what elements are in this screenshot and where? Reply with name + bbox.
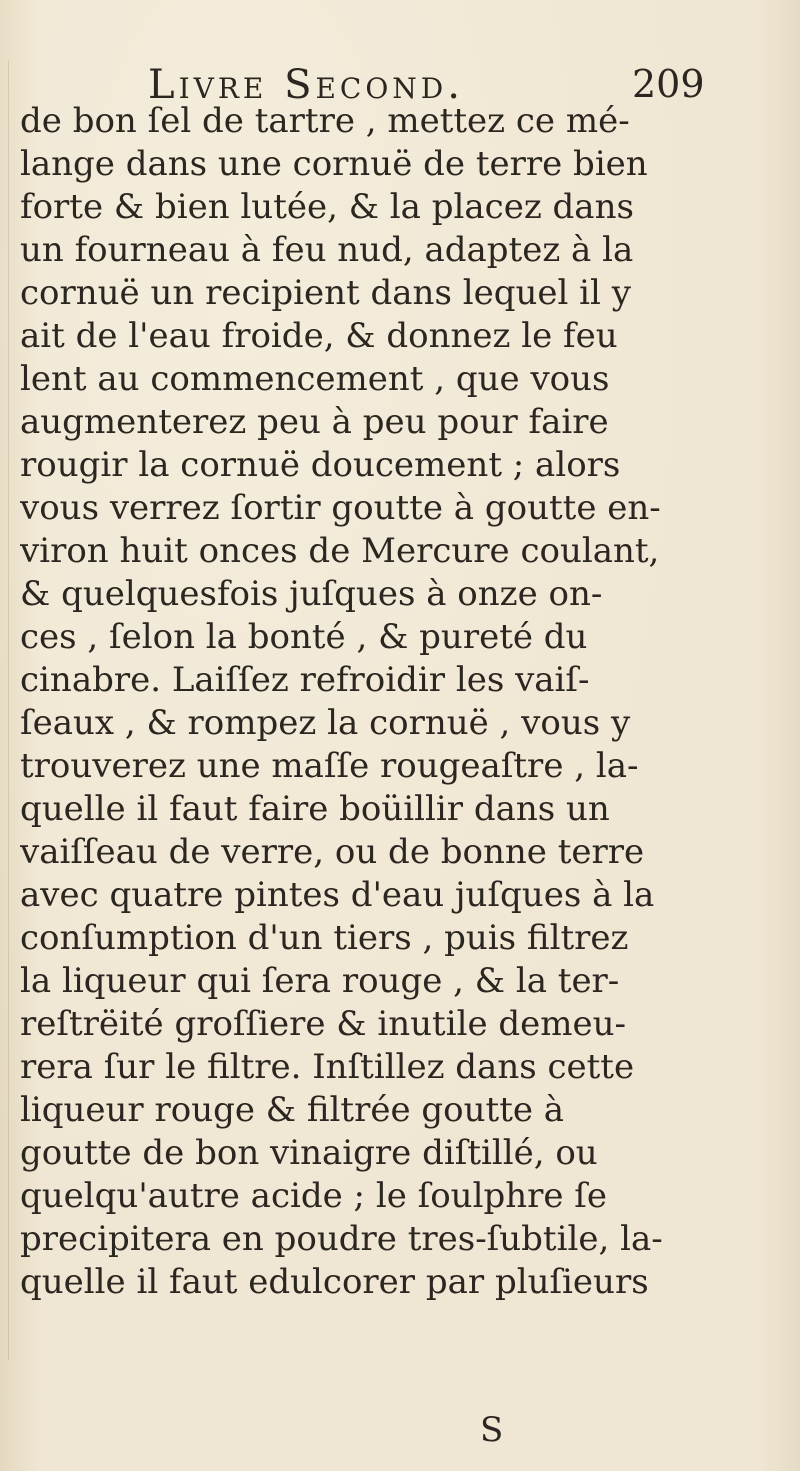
text-line: lange dans une cornuë de terre bien bbox=[20, 144, 648, 184]
text-line: goutte de bon vinaigre diſtillé, ou bbox=[20, 1133, 598, 1173]
text-line: un fourneau à feu nud, adaptez à la bbox=[20, 230, 634, 270]
text-line: cornuë un recipient dans lequel il y bbox=[20, 273, 631, 313]
text-line: ait de l'eau froide, & donnez le feu bbox=[20, 316, 618, 356]
text-line: avec quatre pintes d'eau juſques à la bbox=[20, 875, 655, 915]
text-line: quelle il faut faire boüillir dans un bbox=[20, 789, 610, 829]
text-line: forte & bien lutée, & la placez dans bbox=[20, 187, 634, 227]
text-line: de bon ſel de tartre , mettez ce mé- bbox=[20, 101, 630, 141]
text-line: augmenterez peu à peu pour faire bbox=[20, 402, 609, 442]
text-line: conſumption d'un tiers , puis filtrez bbox=[20, 918, 629, 958]
text-line: rougir la cornuë doucement ; alors bbox=[20, 445, 621, 485]
text-line: quelqu'autre acide ; le ſoulphre ſe bbox=[20, 1176, 607, 1216]
text-line: liqueur rouge & filtrée goutte à bbox=[20, 1090, 565, 1130]
text-line: viron huit onces de Mercure coulant, bbox=[20, 531, 660, 571]
text-line: quelle il faut edulcorer par pluſieurs bbox=[20, 1262, 649, 1302]
running-title: Livre Second. bbox=[148, 62, 464, 108]
text-line: lent au commencement , que vous bbox=[20, 359, 610, 399]
text-line: reſtrëité groſſiere & inutile demeu- bbox=[20, 1004, 627, 1044]
gutter-line bbox=[8, 60, 9, 1360]
text-line: precipitera en poudre tres-ſubtile, la- bbox=[20, 1219, 663, 1259]
text-line: vous verrez ſortir goutte à goutte en- bbox=[20, 488, 661, 528]
text-line: trouverez une maſſe rougeaſtre , la- bbox=[20, 746, 639, 786]
text-line: & quelquesfois juſques à onze on- bbox=[20, 574, 603, 614]
text-line: vaiſſeau de verre, ou de bonne terre bbox=[20, 832, 645, 872]
page-number: 209 bbox=[632, 62, 705, 106]
text-line: ſeaux , & rompez la cornuë , vous y bbox=[20, 703, 631, 743]
text-line: la liqueur qui ſera rouge , & la ter- bbox=[20, 961, 620, 1001]
signature-mark: S bbox=[480, 1410, 504, 1450]
body-text bbox=[20, 100, 780, 1304]
text-line: rera ſur le filtre. Inſtillez dans cette bbox=[20, 1047, 635, 1087]
text-line: cinabre. Laiſſez refroidir les vaiſ- bbox=[20, 660, 590, 700]
text-line: ces , ſelon la bonté , & pureté du bbox=[20, 617, 588, 657]
